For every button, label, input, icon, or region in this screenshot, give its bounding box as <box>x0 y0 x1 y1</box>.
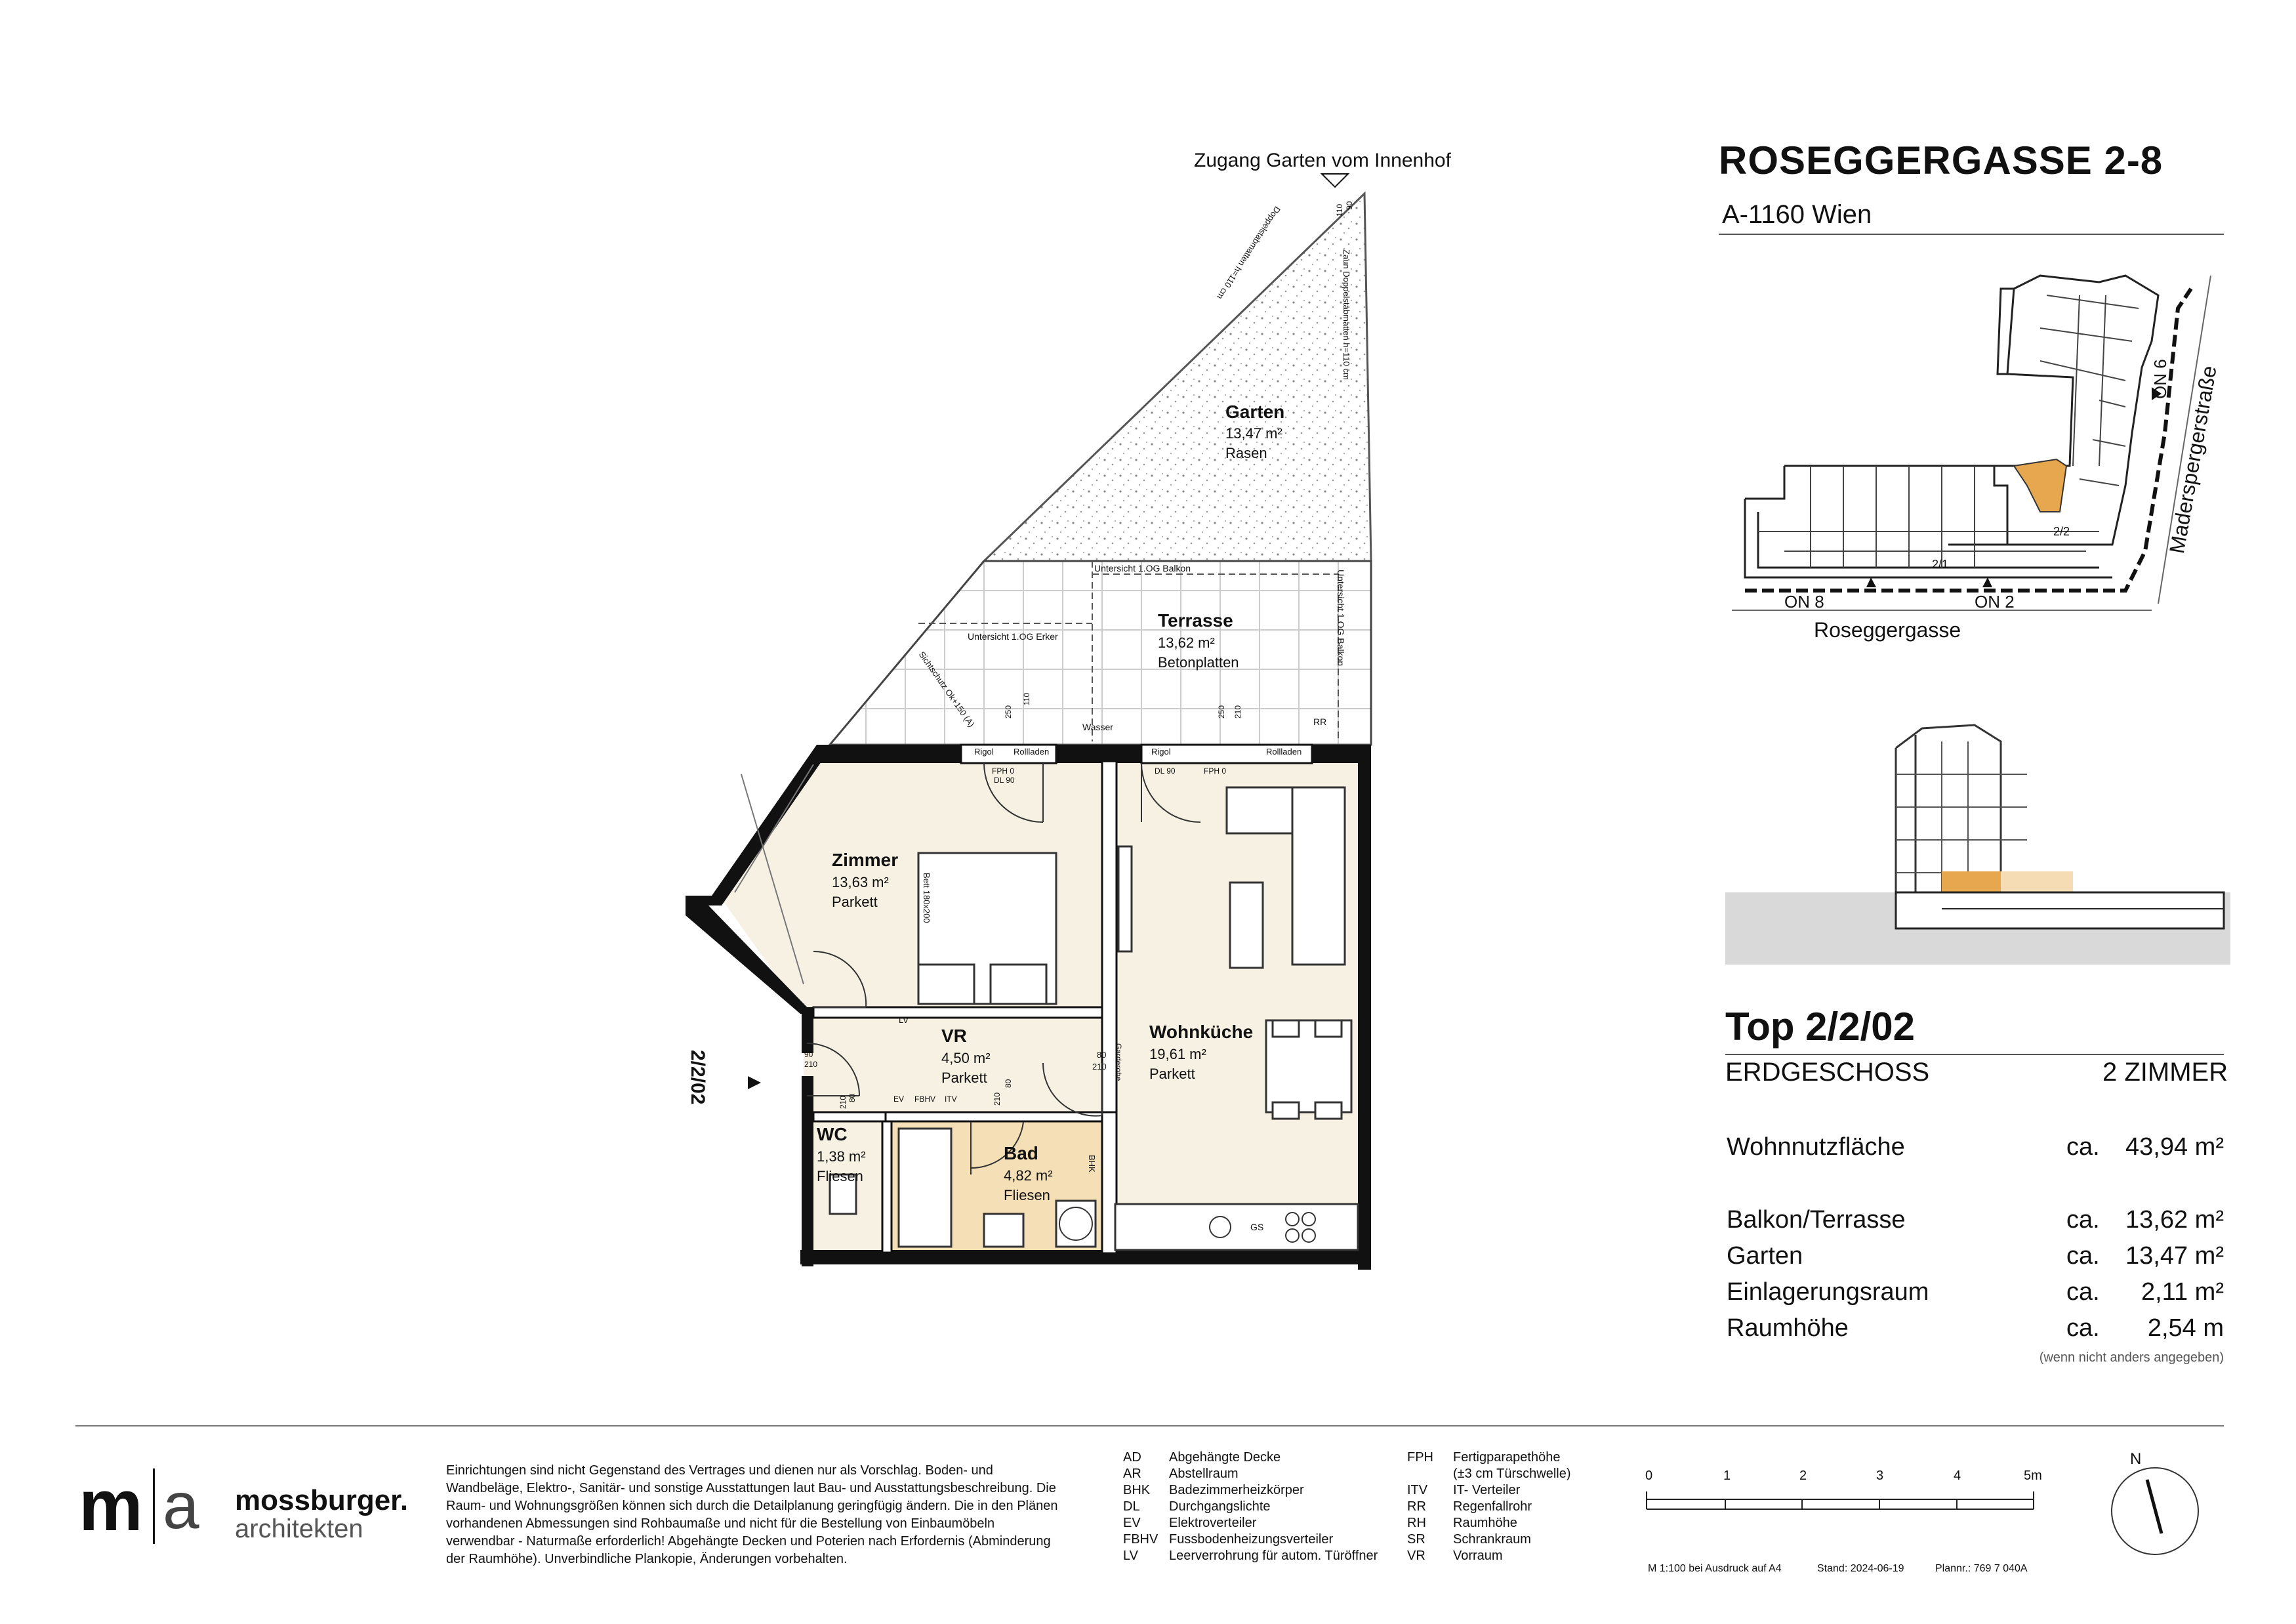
unit-floor: ERDGESCHOSS <box>1725 1058 1930 1087</box>
scale-note: M 1:100 bei Ausdruck auf A4 <box>1648 1563 1782 1574</box>
room-area-vr: 4,50 m² <box>941 1050 991 1066</box>
note-bett: Bett 180x200 <box>922 873 932 923</box>
dim-210-2: 210 <box>1233 705 1242 718</box>
legend-key: FBHV <box>1123 1532 1158 1547</box>
legend-value: (±3 cm Türschwelle) <box>1453 1467 1571 1481</box>
area-ca-einlagerung: ca. <box>2066 1278 2100 1306</box>
legend-key: ITV <box>1407 1483 1428 1497</box>
legend-value: IT- Verteiler <box>1453 1483 1521 1497</box>
scale-tick-1: 1 <box>1723 1468 1731 1483</box>
unit-title: Top 2/2/02 <box>1725 1005 1915 1049</box>
area-label-einlagerung: Einlagerungsraum <box>1727 1278 1929 1306</box>
dim-210-vr: 210 <box>1092 1062 1107 1072</box>
plan-number: Plannr.: 769 7 040A <box>1935 1563 2028 1574</box>
legend-key: DL <box>1123 1499 1140 1514</box>
area-label-garten: Garten <box>1727 1242 1803 1270</box>
legend-key <box>1407 1467 1453 1483</box>
dim-80-wc: 80 <box>848 1093 857 1102</box>
note-fph-1: FPH 0 <box>992 766 1015 776</box>
legend-value: Badezimmerheizkörper <box>1169 1483 1304 1497</box>
legend-value: Durchgangslichte <box>1169 1499 1271 1514</box>
room-area-zimmer: 13,63 m² <box>832 874 889 890</box>
legend-key: BHK <box>1123 1483 1151 1497</box>
plan-date: Stand: 2024-06-19 <box>1817 1563 1904 1574</box>
note-fph-2: FPH 0 <box>1204 766 1227 776</box>
legend-value: Fertigparapethöhe <box>1453 1450 1561 1465</box>
keyplan-street-right: Maderspergerstraße <box>2165 364 2221 556</box>
keyplan-street-bottom: Roseggergasse <box>1814 618 1961 642</box>
room-finish-terrasse: Betonplatten <box>1158 654 1239 671</box>
logo-mark-a: a <box>163 1469 199 1543</box>
section-sketch <box>1725 715 2230 965</box>
disclaimer-text: Einrichtungen sind nicht Gegenstand des Vertrages und dienen nur als Vorschlag. Boden- und Wandbeläge, Elektro-, Sanitär- und sonstige Ausstattungen laut Bau- und Ausstattungsbeschreibung. Die Raum- und Wohnungsgrößen können sich durch die Detailplanung geringfügig ändern. Die in den Plänen vorhandenen Abmessungen sind Rohbaumaße und nicht für die Bestellung von Einbaumöbeln verwendbar - Naturmaße erforderlich! Abgehängte Decken und Poterien nach Erfordernis (Abminderung der Raumhöhe). Unverbindliche Plankopie, Änderungen vorbehalten. <box>446 1463 1058 1566</box>
scale-tick-0: 0 <box>1645 1468 1653 1483</box>
dim-210-wc: 210 <box>804 1060 818 1069</box>
unit-rooms: 2 ZIMMER <box>2102 1058 2228 1087</box>
room-area-bad: 4,82 m² <box>1004 1167 1053 1184</box>
header-divider <box>1719 234 2224 235</box>
dim-110-3: 110 <box>1335 203 1344 217</box>
project-title: ROSEGGERGASSE 2-8 <box>1719 138 2163 182</box>
note-bhk: BHK <box>1087 1155 1097 1173</box>
area-value-garten: 13,47 m² <box>2125 1242 2224 1270</box>
area-ca-raumhoehe: ca. <box>2066 1314 2100 1342</box>
legend-key: SR <box>1407 1532 1425 1547</box>
room-area-wc: 1,38 m² <box>817 1148 866 1165</box>
legend-key: AR <box>1123 1467 1141 1481</box>
scale-tick-4: 4 <box>1954 1468 1961 1483</box>
legend-key: VR <box>1407 1549 1425 1563</box>
project-address: A-1160 Wien <box>1722 200 1872 229</box>
unit-divider <box>1725 1054 2224 1055</box>
scale-tick-2: 2 <box>1799 1468 1807 1483</box>
legend-value: Leerverrohrung für autom. Türöffner <box>1169 1549 1378 1563</box>
room-name-bad: Bad <box>1004 1143 1038 1163</box>
legend-key: AD <box>1123 1450 1141 1465</box>
note-fbhv: FBHV <box>914 1094 936 1104</box>
dim-90-wc: 90 <box>804 1050 813 1059</box>
legend-value: Abgehängte Decke <box>1169 1450 1281 1465</box>
dim-210-wc2: 210 <box>838 1095 848 1109</box>
note-untersicht-balkon: Untersicht 1.OG Balkon <box>1094 563 1191 573</box>
room-name-vr: VR <box>941 1026 967 1046</box>
note-gs: GS <box>1250 1222 1264 1232</box>
note-rigol-1: Rigol <box>974 747 994 757</box>
note-dl90-1: DL 90 <box>994 776 1015 785</box>
garden-access-label: Zugang Garten vom Innenhof <box>1194 150 1451 171</box>
room-name-terrasse: Terrasse <box>1158 610 1233 631</box>
legend-key: FPH <box>1407 1450 1433 1465</box>
area-label-raumhoehe: Raumhöhe <box>1727 1314 1849 1342</box>
area-value-raumhoehe: 2,54 m <box>2147 1314 2224 1342</box>
room-name-wc: WC <box>817 1124 848 1144</box>
note-ev: EV <box>893 1094 905 1104</box>
garden-area <box>984 194 1371 561</box>
north-arrow-icon <box>2102 1460 2207 1558</box>
note-itv: ITV <box>945 1094 957 1104</box>
room-finish-wc: Fliesen <box>817 1168 863 1184</box>
dim-90-3: 90 <box>1345 201 1354 210</box>
section-marker-label: 2/2/02 <box>687 1050 708 1105</box>
legend-key: LV <box>1123 1549 1138 1563</box>
legend-key: RH <box>1407 1516 1426 1530</box>
legend-value: Elektroverteiler <box>1169 1516 1257 1530</box>
room-finish-bad: Fliesen <box>1004 1187 1050 1203</box>
note-rollladen-1: Rollladen <box>1014 747 1050 757</box>
legend-key: EV <box>1123 1516 1141 1530</box>
legend-value: Abstellraum <box>1169 1467 1239 1481</box>
note-rr: RR <box>1313 717 1327 727</box>
brand-name: mossburger. <box>235 1484 409 1516</box>
dim-250-2: 250 <box>1217 705 1226 718</box>
brand-sub: architekten <box>235 1514 363 1543</box>
note-sichtschutz: Sichtschutz Ok+150 (A) <box>916 650 977 729</box>
dim-80-bad: 80 <box>1004 1079 1013 1088</box>
note-garderobe: Garderobe <box>1114 1043 1123 1081</box>
area-ca-garten: ca. <box>2066 1242 2100 1270</box>
area-value-einlagerung: 2,11 m² <box>2141 1278 2224 1306</box>
note-rollladen-2: Rollladen <box>1266 747 1302 757</box>
legend-left <box>1123 1450 1378 1565</box>
dim-250-1: 250 <box>1004 705 1013 718</box>
keyplan-label-on8: ON 8 <box>1784 592 1824 612</box>
room-name-garten: Garten <box>1225 402 1285 422</box>
note-dl90-2: DL 90 <box>1155 766 1176 776</box>
keyplan-label-on6: ON 6 <box>2150 359 2170 399</box>
dim-110-1: 110 <box>1022 692 1031 705</box>
note-rigol-2: Rigol <box>1151 747 1171 757</box>
room-finish-garten: Rasen <box>1225 445 1267 461</box>
room-area-wohnkueche: 19,61 m² <box>1149 1046 1206 1062</box>
scale-bar <box>1643 1486 2043 1512</box>
logo-mark-m: m <box>79 1465 143 1546</box>
legend-value: Schrankraum <box>1453 1532 1531 1547</box>
terrace-area <box>830 561 1371 745</box>
note-lv: LV <box>899 1015 909 1025</box>
room-name-zimmer: Zimmer <box>832 850 899 870</box>
note-fence-right: Zaun Doppelstabmatten h=110 cm <box>1342 249 1351 380</box>
area-ca-balkon: ca. <box>2066 1206 2100 1234</box>
note-fence-left: Doppelstabmatten h=110 cm <box>1215 204 1282 301</box>
area-label-wohnnutzflaeche: Wohnnutzfläche <box>1727 1133 1905 1161</box>
room-name-wohnkueche: Wohnküche <box>1149 1022 1254 1042</box>
legend-right <box>1407 1450 1571 1565</box>
dim-210-bad: 210 <box>993 1092 1002 1106</box>
room-area-terrasse: 13,62 m² <box>1158 635 1215 651</box>
footer-divider <box>75 1425 2224 1426</box>
area-ca-wohnnutzflaeche: ca. <box>2066 1133 2100 1161</box>
legend-value: Regenfallrohr <box>1453 1499 1532 1514</box>
legend-value: Vorraum <box>1453 1549 1503 1563</box>
legend-key: RR <box>1407 1499 1426 1514</box>
scale-tick-3: 3 <box>1876 1468 1884 1483</box>
dim-80-vr: 80 <box>1097 1050 1107 1060</box>
keyplan-label-22: 2/2 <box>2053 525 2070 538</box>
area-value-balkon: 13,62 m² <box>2125 1206 2224 1234</box>
keyplan-label-on2: ON 2 <box>1975 592 2015 612</box>
logo-bar <box>153 1468 155 1544</box>
keyplan-label-21: 2/1 <box>1932 558 1949 571</box>
room-area-garten: 13,47 m² <box>1225 425 1282 442</box>
note-untersicht-balkon-vertical: Untersicht 1.OG Balkon <box>1336 570 1346 667</box>
room-finish-wohnkueche: Parkett <box>1149 1066 1195 1082</box>
area-value-wohnnutzflaeche: 43,94 m² <box>2125 1133 2224 1161</box>
room-finish-zimmer: Parkett <box>832 894 878 910</box>
note-wasser: Wasser <box>1082 722 1113 732</box>
scale-tick-5: 5m <box>2024 1468 2042 1483</box>
legend-value: Fussbodenheizungsverteiler <box>1169 1532 1334 1547</box>
unit-note: (wenn nicht anders angegeben) <box>2039 1350 2224 1365</box>
area-label-balkon: Balkon/Terrasse <box>1727 1206 1906 1234</box>
room-finish-vr: Parkett <box>941 1070 987 1086</box>
legend-value: Raumhöhe <box>1453 1516 1517 1530</box>
note-untersicht-erker: Untersicht 1.OG Erker <box>968 631 1058 642</box>
north-label: N <box>2130 1450 2142 1468</box>
